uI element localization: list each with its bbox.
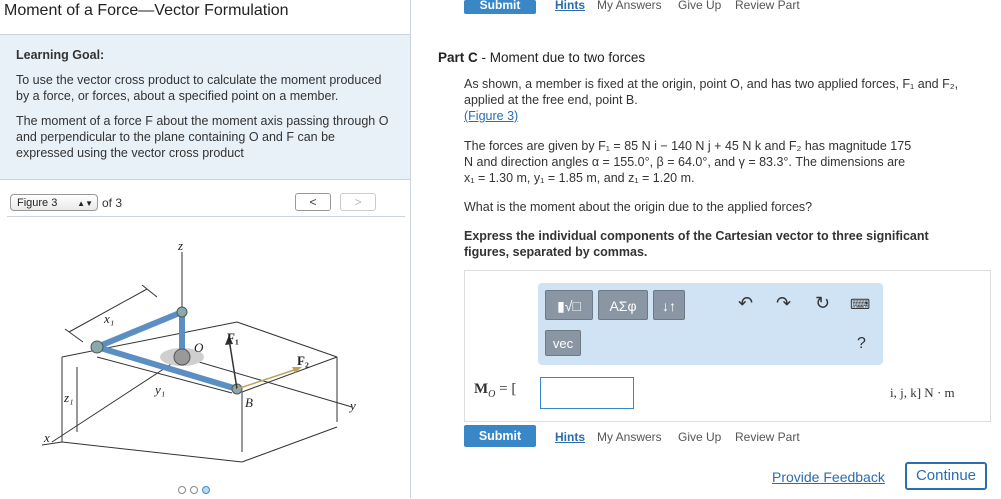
answer-label	[474, 381, 516, 400]
templates-button[interactable]: ▮√□	[545, 290, 593, 320]
undo-icon[interactable]: ↶	[738, 293, 754, 313]
learning-goal-panel[interactable]	[0, 34, 410, 180]
left-pane	[0, 0, 411, 498]
figure-frame	[7, 216, 405, 497]
top-review-part-link[interactable]: Review Part	[735, 0, 800, 12]
reset-icon[interactable]: ↻	[815, 293, 831, 313]
chevron-left-icon: <	[309, 195, 317, 209]
provide-feedback-link[interactable]: Provide Feedback	[772, 469, 885, 485]
given-paragraph	[464, 138, 989, 186]
keyboard-icon[interactable]: ⌨	[850, 296, 871, 312]
label-y: y	[350, 398, 356, 413]
member-figure	[7, 217, 405, 479]
page-dot[interactable]	[178, 486, 186, 494]
my-answers-link[interactable]: My Answers	[597, 430, 662, 444]
label-F1: F₁	[227, 330, 239, 345]
part-label: Part C	[438, 50, 478, 65]
label-x: x	[44, 430, 50, 445]
label-F2: F₂	[297, 353, 309, 368]
figure-pager[interactable]	[178, 481, 214, 499]
sub-superscript-button[interactable]: ↓↑	[653, 290, 685, 320]
given-line-1: The forces are given by F₁ = 85 N i − 140 N j + 45 N k and F₂ has magnitude 175	[464, 139, 912, 153]
answer-input[interactable]	[540, 377, 634, 409]
learning-goal-heading: Learning Goal:	[16, 48, 105, 62]
help-icon[interactable]: ?	[857, 335, 866, 352]
learning-goal-text-1: To use the vector cross product to calculate the moment produced by a force, or forces, about a specified point on a member.	[16, 73, 382, 103]
greek-symbols-button[interactable]: ΑΣφ	[598, 290, 648, 320]
top-give-up-link[interactable]: Give Up	[678, 0, 722, 12]
moment-symbol: M	[474, 381, 489, 397]
figure-3-link[interactable]: (Figure 3)	[464, 109, 519, 123]
fixed-support	[174, 349, 190, 365]
intro-text: As shown, a member is fixed at the origin, point O, and has two applied forces, F₁ and F₂, applied at the free end, point B.	[464, 77, 959, 107]
intro-paragraph	[464, 76, 974, 124]
instruction-text: Express the individual components of the Cartesian vector to three significant figures, separated by commas.	[464, 229, 929, 259]
equals-bracket: = [	[495, 381, 517, 397]
part-title: - Moment due to two forces	[477, 50, 646, 65]
redo-icon[interactable]: ↷	[776, 293, 792, 313]
label-x1: x₁	[104, 311, 115, 326]
learning-goal-text-2: The moment of a force F about the moment axis passing through O and perpendicular to the plane containing O and F can be expressed using the vector cross product	[16, 114, 389, 160]
figure-select-value: Figure 3	[17, 197, 58, 209]
top-my-answers-link[interactable]: My Answers	[597, 0, 662, 12]
figure-select[interactable]	[10, 194, 98, 211]
figure-count: of 3	[102, 196, 123, 210]
given-line-3: x₁ = 1.30 m, y₁ = 1.85 m, and z₁ = 1.20 m.	[464, 171, 695, 185]
part-heading	[438, 50, 645, 65]
vector-button[interactable]: vec	[545, 330, 581, 356]
prev-figure-button[interactable]	[295, 193, 331, 211]
select-arrows-icon: ▲▼	[77, 199, 93, 208]
next-figure-button[interactable]	[340, 193, 376, 211]
label-y1: y₁	[155, 382, 166, 397]
submit-button[interactable]: Submit	[464, 425, 536, 447]
force-F2-arrow	[237, 369, 297, 389]
given-line-2: N and direction angles α = 155.0°, β = 64.0°, and γ = 83.3°. The dimensions are	[464, 155, 906, 169]
label-z: z	[178, 238, 184, 253]
page-dot-active[interactable]	[202, 486, 210, 494]
page-dot[interactable]	[190, 486, 198, 494]
page-title: Moment of a Force—Vector Formulation	[4, 2, 289, 19]
top-hints-link[interactable]: Hints	[555, 0, 585, 12]
answer-units: i, j, k] N · m	[890, 385, 955, 400]
label-O: O	[194, 340, 204, 355]
hints-link[interactable]: Hints	[555, 430, 585, 444]
force-F1-arrow	[229, 339, 237, 389]
label-z1: z₁	[64, 390, 74, 405]
chevron-right-icon: >	[354, 195, 362, 209]
review-part-link[interactable]: Review Part	[735, 430, 800, 444]
give-up-link[interactable]: Give Up	[678, 430, 722, 444]
question-text: What is the moment about the origin due to the applied forces?	[464, 200, 813, 214]
label-B: B	[245, 395, 253, 410]
moment-subscript: O	[488, 389, 496, 400]
continue-button[interactable]: Continue	[905, 462, 987, 490]
top-submit-button[interactable]: Submit	[464, 0, 536, 14]
